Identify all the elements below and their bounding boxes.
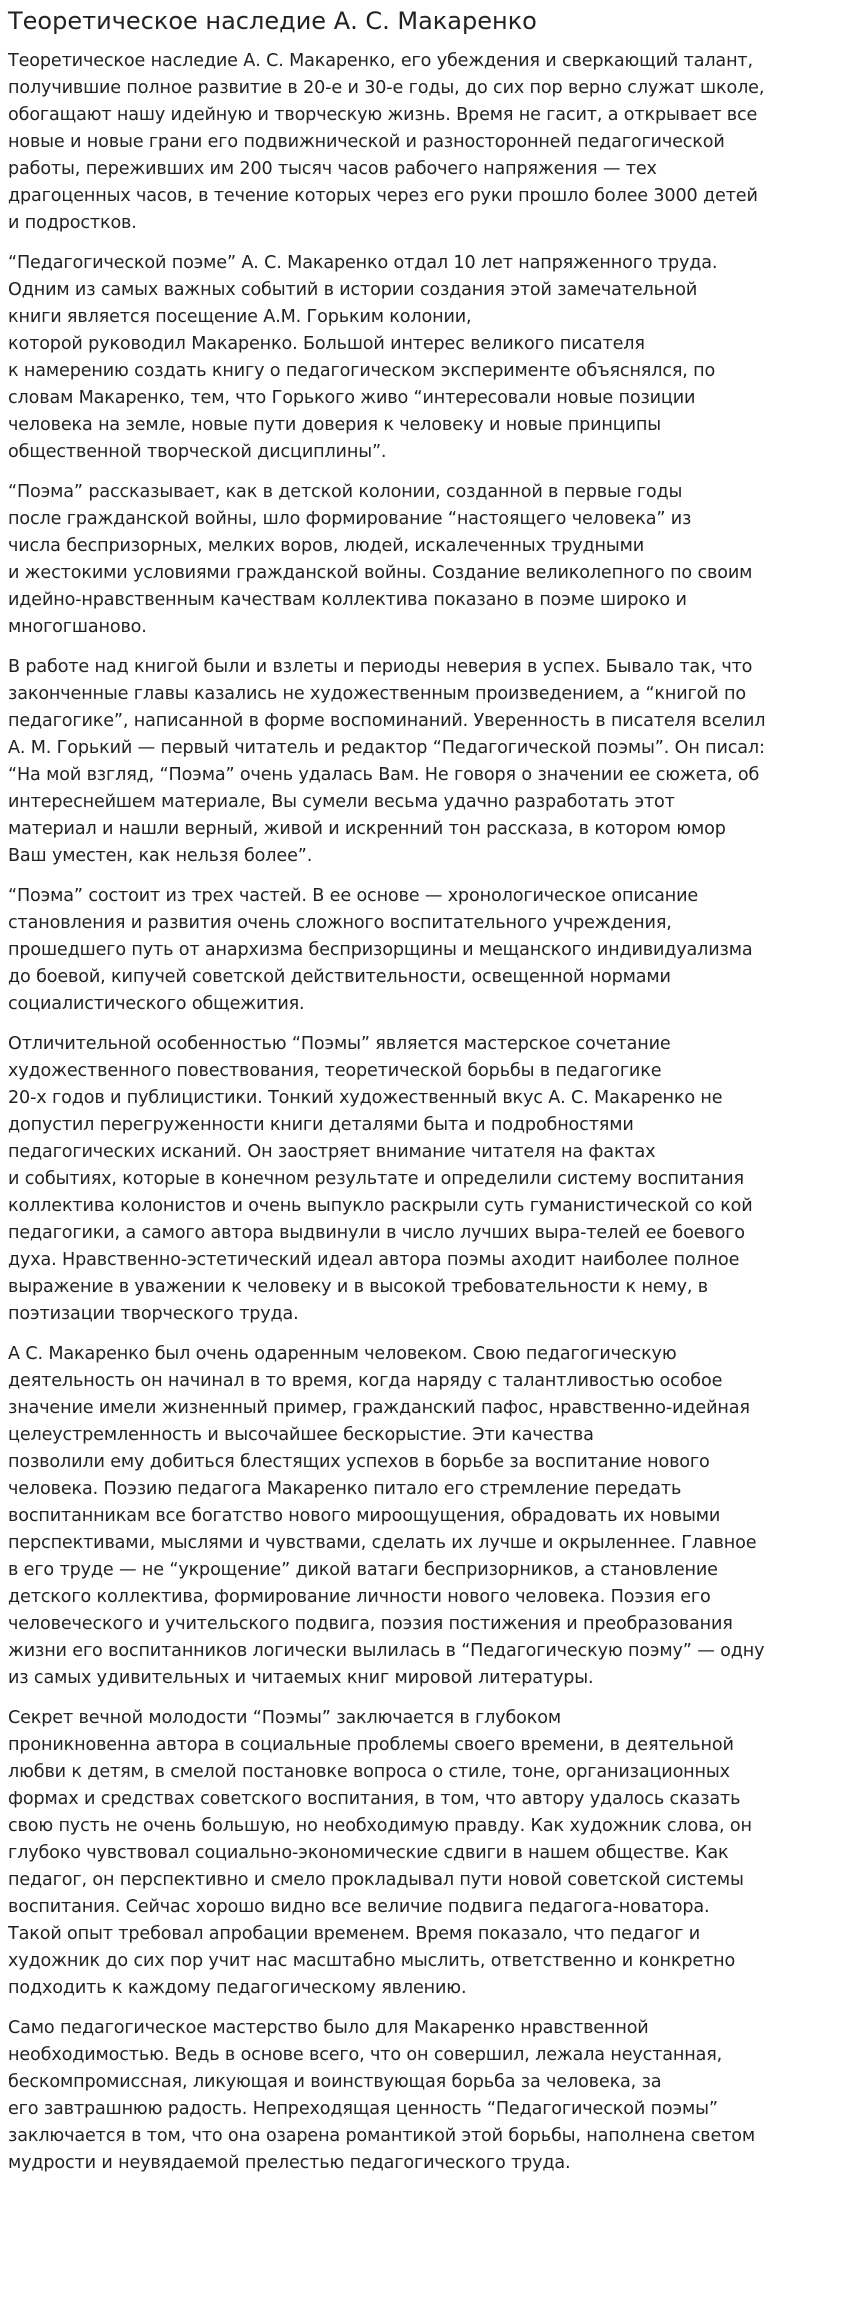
paragraph-4: В работе над книгой были и взлеты и периоды неверия в успех. Бывало так, что законченные главы казались не художественным произведением, а “книгой по педагогике”, написанной в форме воспоминаний. Уверенность в писателя вселил А. М. Горький — первый читатель и редактор “Педагогической поэмы”. Он писал: “На мой взгляд, “Поэма” очень удалась Вам. Не говоря о значении ее сюжета, об интереснейшем материале, Вы сумели весьма удачно разработать этот материал и нашли верный, живой и искренний тон рассказа, в котором юмор Ваш уместен, как нельзя более”. (8, 657, 766, 866)
paragraph-5: “Поэма” состоит из трех частей. В ее основе — хронологическое описание становления и развития очень сложного воспитательного учреждения, прошедшего путь от анархизма беспризорщины и мещанского индивидуализма до боевой, кипучей советской действительности, освещенной нормами социалистического общежития. (8, 886, 753, 1014)
article (8, 6, 840, 2190)
paragraph-8: Секрет вечной молодости “Поэмы” заключается в глубоком проникновенна автора в социальные проблемы своего времени, в деятельной любви к детям, в смелой постановке вопроса о стиле, тоне, организационных формах и средствах советского воспитания, в том, что автору удалось сказать свою пусть не очень большую, но необходимую правду. Как художник слова, он глубоко чувствовал социально-экономические сдвиги в нашем обществе. Как педагог, он перспективно и смело прокладывал пути новой советской системы воспитания. Сейчас хорошо видно все величие подвига педагога-новатора. Такой опыт требовал апробации временем. Время показало, что педагог и художник до сих пор учит нас масштабно мыслить, ответственно и конкретно подходить к каждому педагогическому явлению. (8, 1708, 752, 1998)
paragraph-2: “Педагогической поэме” А. С. Макаренко отдал 10 лет напряженного труда. Одним из самых важных событий в истории создания этой замечательной книги является посещение А.М. Горьким колонии, которой руководил Макаренко. Большой интерес великого писателя к намерению создать книгу о педагогическом эксперименте объяснялся, по словам Макаренко, тем, что Горького живо “интересовали новые позиции человека на земле, новые пути доверия к человеку и новые принципы общественной творческой дисциплины”. (8, 253, 718, 462)
article-title: Теоретическое наследие А. С. Макаренко (8, 7, 537, 35)
paragraph-1: Теоретическое наследие А. С. Макаренко, его убеждения и сверкающий талант, получившие полное развитие в 20-е и 30-е годы, до сих пор верно служат школе, обогащают нашу идейную и творческую жизнь. Время не гасит, а открывает все новые и новые грани его подвижнической и разносторонней педагогической работы, переживших им 200 тысяч часов рабочего напряжения — тех драгоценных часов, в течение которых через его руки прошло более 3000 детей и подростков. (8, 51, 765, 233)
paragraph-3: “Поэма” рассказывает, как в детской колонии, созданной в первые годы после гражданской войны, шло формирование “настоящего человека” из числа беспризорных, мелких воров, людей, искалеченных трудными и жестокими условиями гражданской войны. Создание великолепного по своим идейно-нравственным качествам коллектива показано в поэме широко и многогшаново. (8, 482, 753, 637)
paragraph-6: Отличительной особенностью “Поэмы” является мастерское сочетание художественного повествования, теоретической борьбы в педагогике 20-х годов и публицистики. Тонкий художественный вкус А. С. Макаренко не допустил перегруженности книги деталями быта и подробностями педагогических исканий. Он заостряет внимание читателя на фактах и событиях, которые в конечном результате и определили систему воспитания коллектива колонистов и очень выпукло раскрыли суть гуманистической со кой педагогики, а самого автора выдвинули в число лучших выра-телей ее боевого духа. Нравственно-эстетический идеал автора поэмы аходит наиболее полное выражение в уважении к человеку и в высокой требовательности к нему, в поэтизации творческого труда. (8, 1034, 753, 1324)
paragraph-7: А С. Макаренко был очень одаренным человеком. Свою педагогическую деятельность он начинал в то время, когда наряду с талантливостью особое значение имели жизненный пример, гражданский пафос, нравственно-идейная целеустремленность и высочайшее бескорыстие. Эти качества позволили ему добиться блестящих успехов в борьбе за воспитание нового человека. Поэзию педагога Макаренко питало его стремление передать воспитанникам все богатство нового мироощущения, обрадовать их новыми перспективами, мыслями и чувствами, сделать их лучше и окрыленнее. Главное в его труде — не “укрощение” дикой ватаги беспризорников, а становление детского коллектива, формирование личности нового человека. Поэзия его человеческого и учительского подвига, поэзия постижения и преобразования жизни его воспитанников логически вылилась в “Педагогическую поэму” — одну из самых удивительных и читаемых книг мировой литературы. (8, 1344, 765, 1688)
paragraph-9: Само педагогическое мастерство было для Макаренко нравственной необходимостью. Ведь в основе всего, что он совершил, лежала неустанная, бескомпромиссная, ликующая и воинствующая борьба за человека, за его завтрашнюю радость. Непреходящая ценность “Педагогической поэмы” заключается в том, что она озарена романтикой этой борьбы, наполнена светом мудрости и неувядаемой прелестью педагогического труда. (8, 2018, 756, 2173)
